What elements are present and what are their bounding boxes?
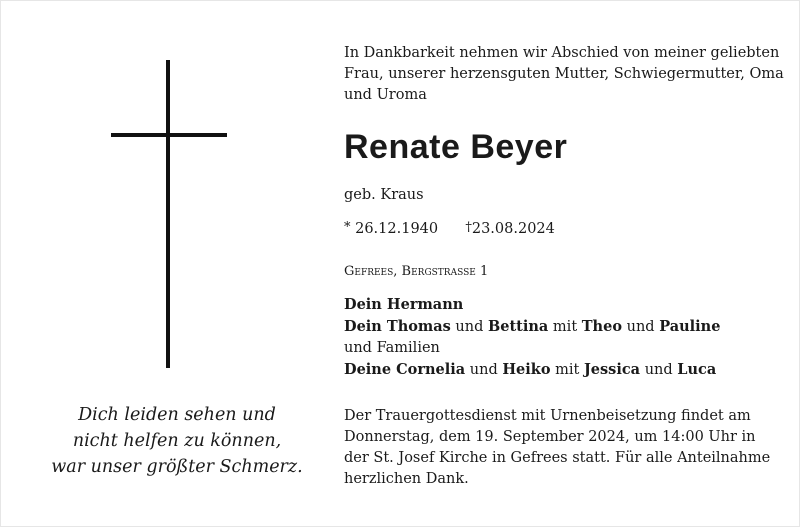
mourner-name: Theo xyxy=(581,318,622,335)
birth-symbol: * xyxy=(344,220,351,235)
cross-icon xyxy=(111,60,227,368)
connector-text: und xyxy=(640,362,678,378)
memorial-quote xyxy=(41,402,313,480)
mourner-name: Dein Thomas xyxy=(344,318,451,335)
life-dates xyxy=(344,217,774,240)
intro-line: und Uroma xyxy=(344,87,427,103)
intro-line: In Dankbarkeit nehmen wir Abschied von meiner geliebten xyxy=(344,45,780,61)
quote-line: Dich leiden sehen und xyxy=(78,405,276,425)
mourner-name: Dein Hermann xyxy=(344,296,464,313)
connector-text: und xyxy=(622,319,660,335)
service-line: der St. Josef Kirche in Gefrees statt. Für alle Anteilnahme xyxy=(344,450,771,466)
intro-line: Frau, unserer herzensguten Mutter, Schwiegermutter, Oma xyxy=(344,66,784,82)
death-symbol: † xyxy=(465,220,472,235)
mourner-line xyxy=(344,294,774,316)
deceased-name: Renate Beyer xyxy=(344,128,568,166)
service-line: herzlichen Dank. xyxy=(344,471,469,487)
mourner-name: Bettina xyxy=(488,318,549,335)
connector-text: und xyxy=(450,319,488,335)
mourner-name: Jessica xyxy=(583,361,641,378)
cross-vertical-bar xyxy=(166,60,170,368)
birth-date: 26.12.1940 xyxy=(355,221,439,237)
intro-text xyxy=(344,43,784,106)
cross-horizontal-bar xyxy=(111,133,227,137)
quote-line: nicht helfen zu können, xyxy=(72,431,282,451)
mourners-list xyxy=(344,294,774,381)
connector-text: mit xyxy=(550,362,584,378)
mourner-name: Heiko xyxy=(502,361,551,378)
mourner-line xyxy=(344,359,774,381)
maiden-name: geb. Kraus xyxy=(344,187,424,203)
mourner-line xyxy=(344,316,774,338)
service-line: Der Trauergottesdienst mit Urnenbeisetzung findet am xyxy=(344,408,751,424)
death-date: 23.08.2024 xyxy=(471,221,555,237)
connector-text: und xyxy=(465,362,503,378)
mourner-line: und Familien xyxy=(344,340,440,356)
service-info xyxy=(344,406,774,490)
quote-line: war unser größter Schmerz. xyxy=(51,457,303,477)
mourner-name: Deine Cornelia xyxy=(344,361,466,378)
service-line: Donnerstag, dem 19. September 2024, um 14:00 Uhr in xyxy=(344,429,756,445)
connector-text: mit xyxy=(548,319,582,335)
mourner-name: Pauline xyxy=(659,318,721,335)
mourner-name: Luca xyxy=(677,361,717,378)
residence-place: Gefrees, Bergstrasse 1 xyxy=(344,264,489,279)
